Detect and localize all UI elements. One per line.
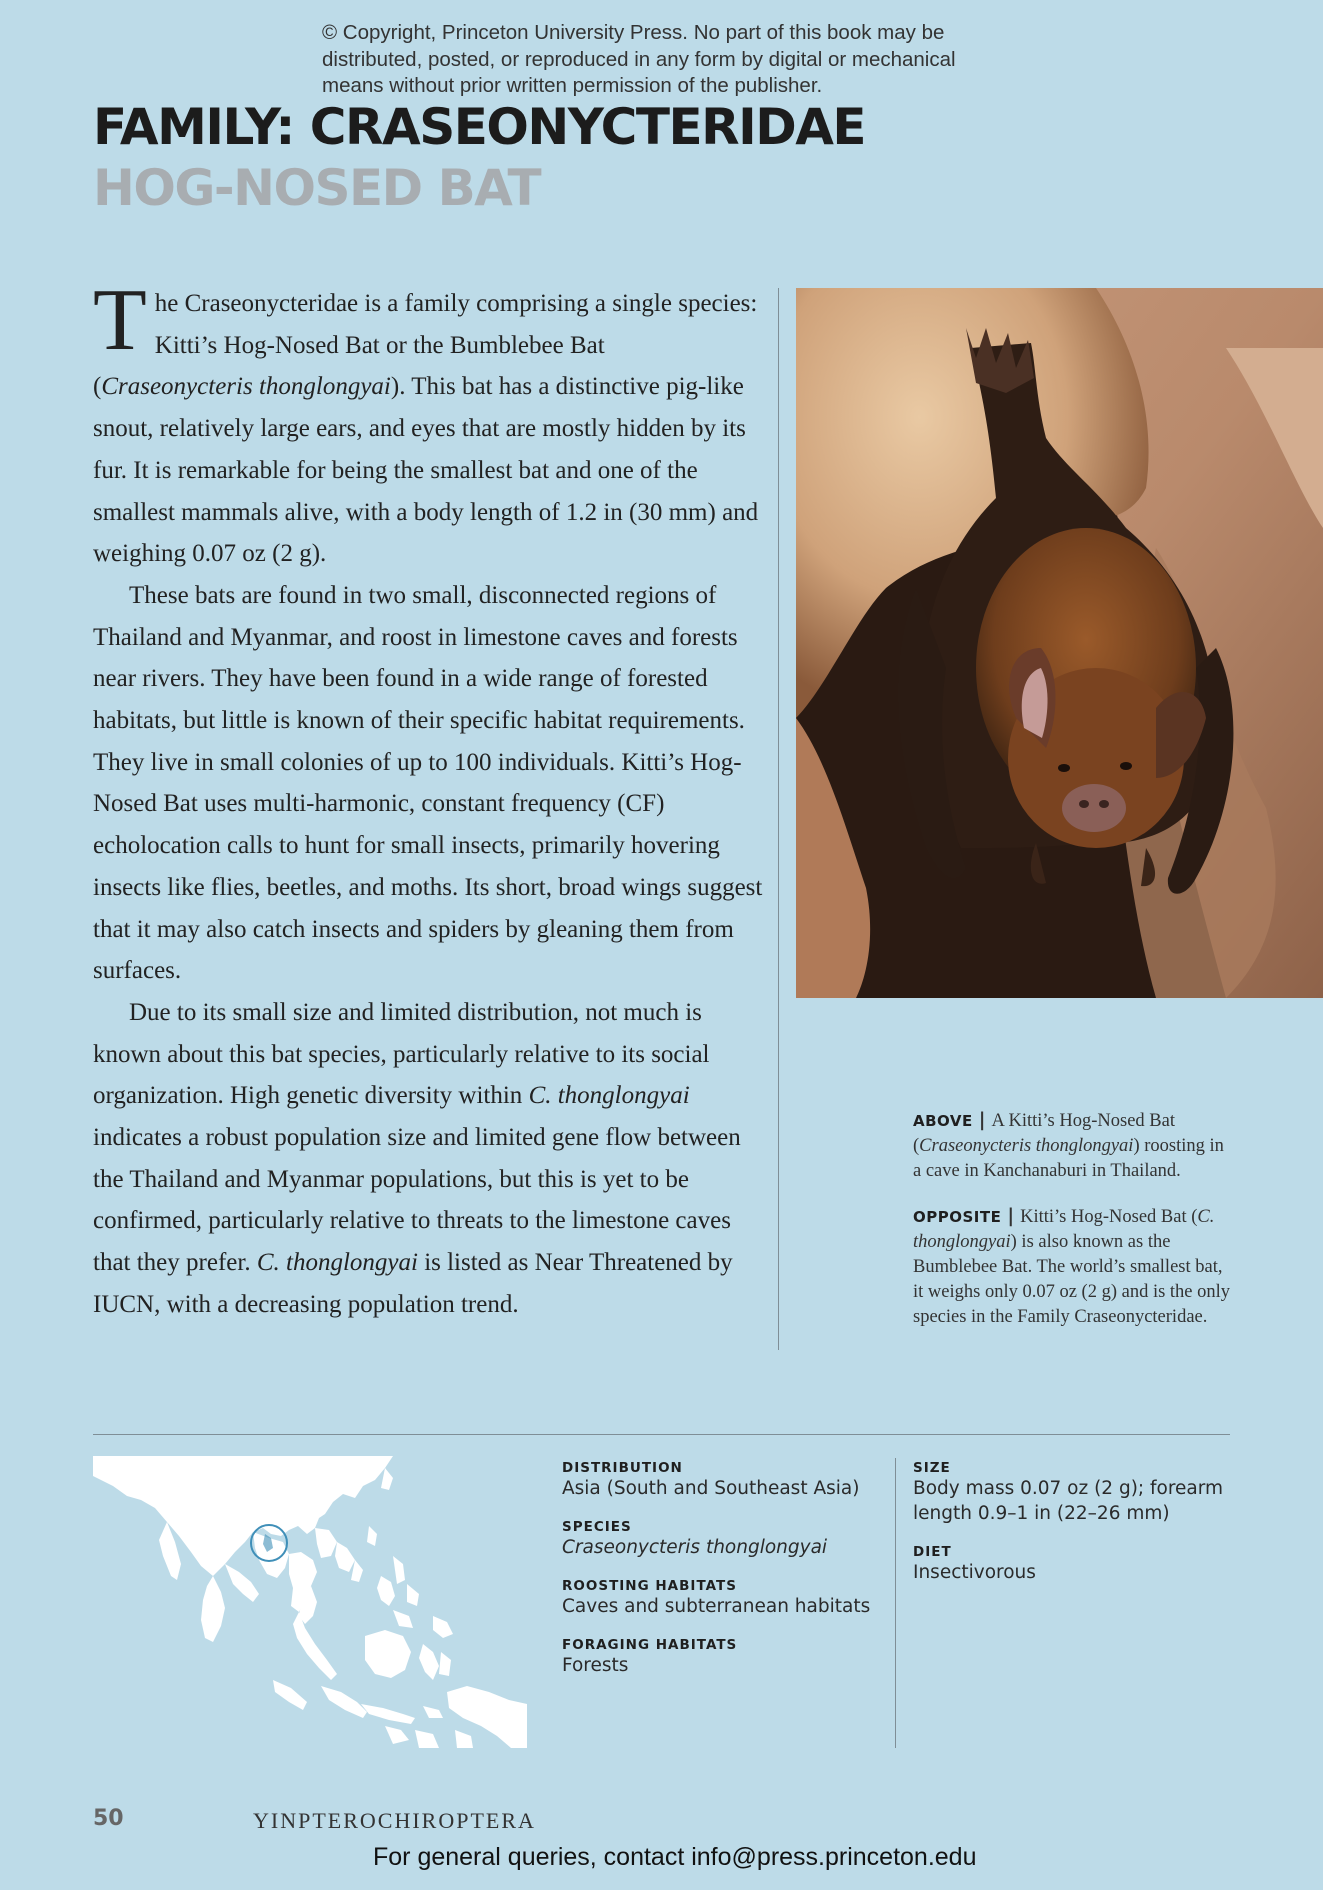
text-run: he Craseonycteridae is a family comprising a single species: Kitti’s Hog-Nosed Bat or the Bumblebee Bat ( — [93, 290, 758, 401]
scientific-name: C. thonglongyai — [528, 1082, 690, 1110]
distribution-value: Asia (South and Southeast Asia) — [562, 1478, 860, 1499]
species-value: Craseonycteris thonglongyai — [562, 1537, 828, 1558]
text-run: ). This bat has a distinctive pig-like snout, relatively large ears, and eyes that are mostly hidden by its fur. It is remarkable for being the smallest bat and one of the smallest mammals alive, with a body length of 1.2 in (30 mm) and weighing 0.07 oz (2 g). — [93, 373, 759, 568]
scientific-name: C. thonglongyai — [256, 1249, 418, 1277]
text-run: ) roosting in a cave in Kanchanaburi in Thailand. — [913, 1136, 1224, 1181]
distribution-label: DISTRIBUTION — [562, 1460, 683, 1476]
drop-cap: T — [93, 272, 147, 369]
size-value: Body mass 0.07 oz (2 g); forearm length 0.9–1 in (22–26 mm) — [913, 1478, 1224, 1524]
copyright-line: means without prior written permission of the publisher. — [322, 74, 823, 97]
paragraph-2: These bats are found in two small, disconnected regions of Thailand and Myanmar, and roost in limestone caves and forests near rivers. They have been found in a wide range of forested habitats, but little is known of their specific habitat requirements. They live in small colonies of up to 100 individuals. Kitti’s Hog-Nosed Bat uses multi-harmonic, constant frequency (CF) echolocation calls to hunt for small insects, primarily hovering insects like flies, beetles, and moths. Its short, broad wings suggest that it may also catch insects and spiders by gleaning them from surfaces. — [93, 581, 763, 985]
facts-divider — [895, 1458, 896, 1748]
caption-label: OPPOSITE — [913, 1208, 1002, 1226]
bat-photo — [796, 288, 1323, 998]
page-number: 50 — [93, 1806, 124, 1831]
body-text — [93, 272, 765, 1326]
scientific-name: C. thonglongyai — [913, 1207, 1215, 1252]
text-run: indicates a robust population size and limited gene flow between the Thailand and Myanmar populations, but this is yet to be confirmed, particularly relative to threats to the limestone caves that they prefer. — [93, 1124, 741, 1277]
foraging-value: Forests — [562, 1655, 629, 1676]
caption-divider: | — [1007, 1206, 1015, 1227]
footer-contact: For general queries, contact info@press.princeton.edu — [373, 1843, 977, 1871]
paragraph-1 — [93, 272, 765, 575]
caption-label: ABOVE — [913, 1112, 973, 1130]
species-label: SPECIES — [562, 1519, 632, 1535]
size-label: SIZE — [913, 1460, 951, 1476]
roosting-value: Caves and subterranean habitats — [562, 1596, 871, 1617]
scientific-name: Craseonycteris thonglongyai — [919, 1136, 1134, 1156]
text-run: ) is also known as the Bumblebee Bat. The world’s smallest bat, it weighs only 0.07 oz (2 g) and is the only species in the Family Craseonycteridae. — [913, 1232, 1231, 1327]
species-title: HOG-NOSED BAT — [93, 159, 541, 217]
distribution-map — [93, 1456, 527, 1748]
copyright-line: distributed, posted, or reproduced in any form by digital or mechanical — [322, 47, 956, 71]
section-divider — [93, 1434, 1230, 1435]
column-divider — [778, 288, 779, 1350]
caption-opposite — [913, 1204, 1233, 1330]
copyright-line: © Copyright, Princeton University Press. No part of this book may be — [322, 21, 945, 44]
facts-column-left — [562, 1458, 882, 1696]
roosting-label: ROOSTING HABITATS — [562, 1578, 737, 1594]
photo-captions — [913, 1108, 1233, 1350]
running-head: YINPTEROCHIROPTERA — [253, 1808, 536, 1833]
family-title: FAMILY: CRASEONYCTERIDAE — [93, 98, 866, 156]
text-run: is listed as Near Threatened by IUCN, with a decreasing population trend. — [93, 1249, 733, 1318]
scientific-name: Craseonycteris thonglongyai — [101, 373, 391, 401]
facts-column-right — [913, 1458, 1233, 1603]
copyright-notice — [322, 20, 1042, 100]
text-run: Kitti’s Hog-Nosed Bat ( — [1020, 1207, 1198, 1227]
foraging-label: FORAGING HABITATS — [562, 1637, 738, 1653]
text-run: Due to its small size and limited distribution, not much is known about this bat species, particularly relative to its social organization. High genetic diversity within — [93, 998, 710, 1110]
caption-divider: | — [978, 1110, 986, 1131]
caption-above — [913, 1108, 1233, 1184]
diet-label: DIET — [913, 1544, 952, 1560]
paragraph-3 — [93, 992, 765, 1326]
text-run: A Kitti’s Hog-Nosed Bat ( — [913, 1111, 1175, 1156]
diet-value: Insectivorous — [913, 1562, 1036, 1583]
